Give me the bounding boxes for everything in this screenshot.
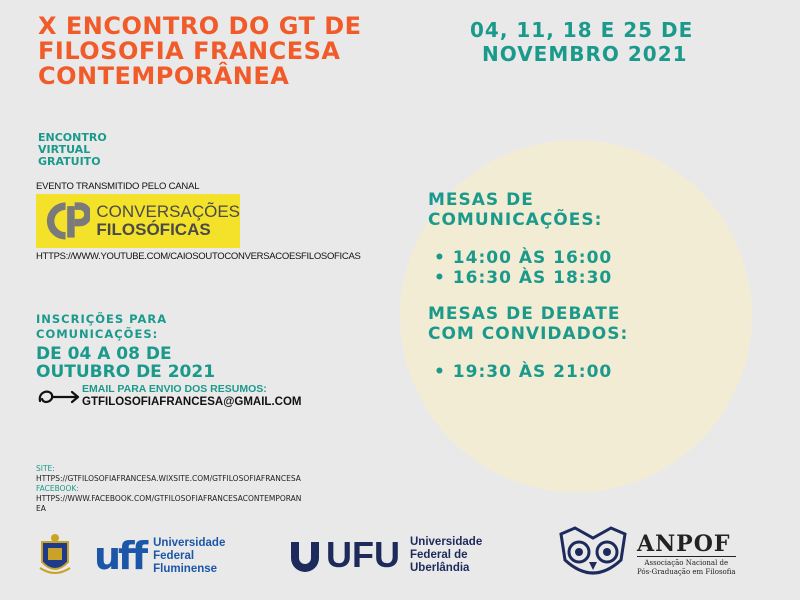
- ufu-mark: UFU: [326, 534, 400, 575]
- registration-dates: DE 04 A 08 DE OUTUBRO DE 2021: [36, 344, 216, 382]
- anpof-text: [637, 532, 736, 577]
- email-link[interactable]: GTFILOSOFIAFRANCESA@GMAIL.COM: [82, 396, 302, 408]
- contact-links: [36, 464, 306, 514]
- university-crest-icon: [38, 532, 72, 578]
- uff-name: Universidade Federal Fluminense: [153, 536, 226, 575]
- owl-icon: [555, 524, 631, 584]
- virtual-free-notice: ENCONTRO VIRTUAL GRATUITO: [38, 131, 107, 168]
- youtube-link[interactable]: HTTPS://WWW.YOUTUBE.COM/CAIOSOUTOCONVERSACOESFILOSOFICAS: [36, 251, 361, 262]
- facebook-link[interactable]: HTTPS://WWW.FACEBOOK.COM/GTFILOSOFIAFRANCESACONTEMPORANEA: [36, 494, 302, 513]
- schedule: [428, 190, 758, 398]
- anpof-subtitle: Associação Nacional de Pós-Graduação em Filosofia: [637, 556, 736, 577]
- list-item: • 14:00 ÀS 16:00: [434, 248, 758, 268]
- arrow-icon: [36, 383, 82, 409]
- ufu-name: Universidade Federal de Uberlândia: [410, 535, 483, 574]
- debate-times: [434, 362, 758, 382]
- ufu-emblem-icon: [288, 538, 322, 572]
- event-title: X ENCONTRO DO GT DE FILOSOFIA FRANCESA CONTEMPORÂNEA: [38, 12, 362, 90]
- ufu-logo: [288, 532, 518, 578]
- list-item: • 19:30 ÀS 21:00: [434, 362, 758, 382]
- site-link[interactable]: HTTPS://GTFILOSOFIAFRANCESA.WIXSITE.COM/GTFILOSOFIAFRANCESA: [36, 474, 301, 483]
- facebook-label: FACEBOOK:: [36, 484, 79, 493]
- email-label: EMAIL PARA ENVIO DOS RESUMOS:: [82, 383, 267, 395]
- site-label: SITE:: [36, 464, 55, 473]
- channel-logo-text: CONVERSAÇÕES FILOSÓFICAS: [96, 202, 240, 239]
- debate-heading: MESAS DE DEBATE COM CONVIDADOS:: [428, 304, 629, 344]
- event-dates: 04, 11, 18 E 25 DE NOVEMBRO 2021: [470, 18, 694, 66]
- channel-logo[interactable]: [36, 194, 240, 248]
- communications-times: [434, 248, 758, 288]
- transmit-label: EVENTO TRANSMITIDO PELO CANAL: [36, 181, 200, 192]
- uff-mark: uff: [94, 534, 146, 578]
- anpof-name: ANPOF: [637, 530, 731, 557]
- registration-label: INSCRIÇÕES PARA COMUNICAÇÕES:: [36, 312, 168, 341]
- conversacoes-logo-icon: [44, 197, 90, 245]
- anpof-logo: [555, 522, 760, 586]
- uff-logo: [94, 535, 264, 577]
- list-item: • 16:30 ÀS 18:30: [434, 268, 758, 288]
- communications-heading: MESAS DE COMUNICAÇÕES:: [428, 190, 603, 230]
